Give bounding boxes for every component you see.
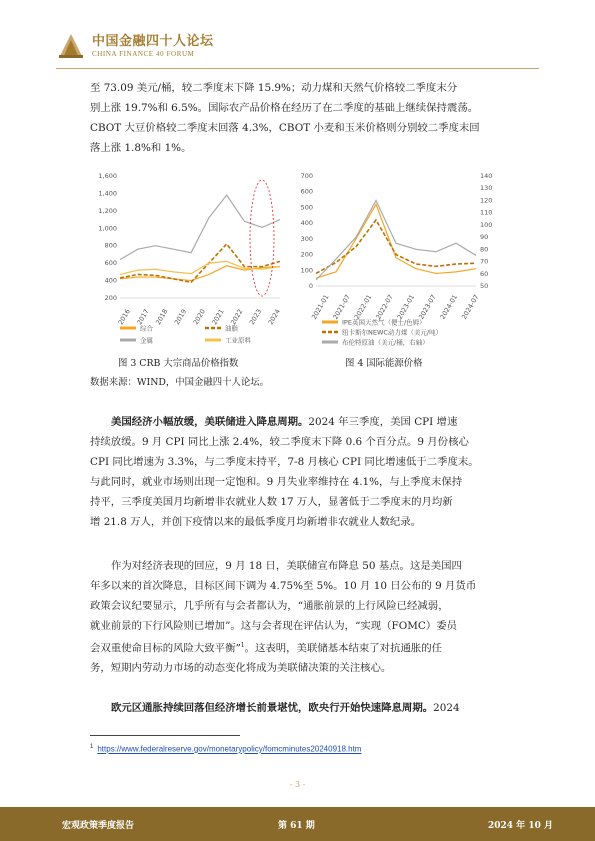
y-right-tick-label: 120: [480, 196, 493, 205]
chart3-caption: 图 3 CRB 大宗商品价格指数: [118, 358, 239, 369]
text-line: 政策会议纪要显示，几乎所有与会者都认为，“通胀前景的上行风险已经减弱，: [90, 600, 449, 612]
x-tick-label: 2018: [154, 307, 170, 327]
chart-energy-prices: [296, 168, 510, 350]
footer-report-name: 宏观政策季度报告: [62, 820, 135, 831]
x-tick-label: 2021: [210, 307, 226, 327]
y-left-tick-label: 500: [300, 203, 313, 212]
y-left-tick-label: 600: [300, 187, 313, 196]
text-line: 欧元区通胀持续回落但经济增长前景堪忧，欧央行开始快速降息周期。2024: [111, 702, 460, 714]
paragraph-lead: 美国经济小幅放缓，美联储进入降息周期。: [111, 416, 309, 428]
y-tick-label: 800: [104, 241, 117, 250]
text-line: 与此同时，就业市场则出现一定饱和。9 月失业率维持在 4.1%，与上季度末保持: [90, 476, 463, 488]
y-tick-label: 600: [104, 259, 117, 268]
legend-label: 布伦特原油（美元/桶，右轴）: [342, 338, 429, 347]
footnote-ref[interactable]: 1: [240, 642, 245, 649]
page-header: [56, 26, 214, 66]
y-left-tick-label: 400: [300, 219, 313, 228]
y-tick-label: 1,200: [98, 206, 117, 215]
series-line: [120, 195, 280, 259]
text-line: CBOT 大豆价格较二季度末回落 4.3%，CBOT 小麦和玉米价格则分别较二季度末回: [90, 122, 480, 134]
y-right-tick-label: 100: [480, 220, 493, 229]
data-source-note: 数据来源：WIND，中国金融四十人论坛。: [90, 377, 270, 388]
paragraph-commodities: [90, 78, 510, 158]
legend-label: 油脂: [225, 324, 238, 333]
chart-crb-svg: [90, 168, 290, 350]
text-line: 持续放缓。9 月 CPI 同比上涨 2.4%，较二季度末下降 0.6 个百分点。9 月份核心: [90, 436, 469, 448]
x-tick-label: 2021-01: [310, 293, 331, 321]
text-line: CPI 同比增速为 3.3%，与二季度末持平，7-8 月核心 CPI 同比增速低于二季度末。: [90, 456, 479, 468]
y-left-tick-label: 100: [300, 266, 313, 275]
footnote: [90, 744, 361, 754]
x-tick-label: 2016: [116, 307, 132, 327]
paragraph-eurozone: [90, 698, 510, 718]
x-tick-label: 2019: [172, 307, 189, 327]
text-line: 别上涨 19.7%和 6.5%。国际农产品价格在经历了在二季度的基础上继续保持震荡。: [90, 102, 479, 114]
legend-label: 工业原料: [225, 336, 251, 345]
text-line: 美国经济小幅放缓，美联储进入降息周期。2024 年三季度，美国 CPI 增速: [111, 416, 458, 428]
chart-crb-index: [90, 168, 290, 350]
text-line: 落上涨 1.8%和 1%。: [90, 142, 192, 154]
x-tick-label: 2022-07: [374, 293, 395, 321]
page-footer: [0, 807, 595, 841]
x-tick-label: 2021-07: [331, 293, 352, 321]
org-name-cn: 中国金融四十人论坛: [92, 33, 214, 49]
x-tick-label: 2023-01: [395, 293, 417, 321]
y-right-tick-label: 80: [480, 245, 489, 254]
y-right-tick-label: 90: [480, 233, 489, 242]
highlight-ellipse: [250, 180, 274, 296]
footnote-divider: [90, 735, 240, 736]
footer-date: 2024 年 10 月: [488, 820, 553, 831]
legend-label: 综合: [140, 324, 153, 333]
chart-energy-svg: [296, 168, 510, 350]
y-left-tick-label: 200: [300, 250, 313, 259]
y-left-tick-label: 700: [300, 172, 313, 180]
text-line: 作为对经济表现的回应，9 月 18 日，美联储宣布降息 50 基点。这是美国四: [111, 560, 462, 572]
x-tick-label: 2020: [191, 307, 207, 327]
paragraph-us-economy: [90, 412, 510, 532]
y-left-tick-label: 300: [300, 234, 313, 243]
x-tick-label: 2022: [229, 307, 245, 327]
text-line: 就业前景的下行风险则已增加”。这与会者现在评估认为，“实现（FOMC）委员: [90, 620, 458, 632]
header-divider: [56, 68, 539, 69]
series-line: [316, 200, 476, 279]
y-tick-label: 1,000: [98, 224, 117, 233]
legend-label: IPE英国天然气（便士/色姆）: [342, 318, 426, 327]
text-line: 增 21.8 万人，并创下疫情以来的最低季度月均新增非农就业人数纪录。: [90, 516, 422, 528]
y-tick-label: 1,400: [98, 189, 117, 198]
series-line: [316, 204, 476, 278]
y-right-tick-label: 50: [480, 282, 489, 290]
y-right-tick-label: 130: [480, 184, 493, 193]
x-tick-label: 2024-07: [460, 293, 481, 321]
y-right-tick-label: 60: [480, 269, 489, 278]
text-line: 年多以来的首次降息，目标区间下调为 4.75%至 5%。10 月 10 日公布的 9 月货币: [90, 580, 477, 592]
paragraph-lead: 欧元区通胀持续回落但经济增长前景堪忧，欧央行开始快速降息周期。: [111, 702, 434, 714]
x-tick-label: 2023-07: [417, 293, 438, 321]
footnote-number: 1: [90, 744, 94, 750]
x-tick-label: 2024: [266, 307, 282, 327]
y-right-tick-label: 110: [480, 208, 493, 217]
y-tick-label: 1,600: [98, 172, 117, 180]
legend-label: 纽卡斯尔NEWC动力煤（美元/吨）: [342, 328, 443, 337]
text-line: 持平，三季度美国月均新增非农就业人数 17 万人，显著低于二季度末的月均新: [90, 496, 453, 508]
legend-label: 金属: [140, 336, 153, 345]
footer-issue: 第 61 期: [278, 820, 315, 831]
cf40-logo-icon: [56, 31, 86, 61]
y-right-tick-label: 70: [480, 257, 489, 266]
y-tick-label: 400: [104, 276, 117, 285]
page-number: - 3 -: [289, 780, 306, 789]
org-name-en: CHINA FINANCE 40 FORUM: [92, 49, 195, 58]
x-tick-label: 2024-01: [438, 293, 460, 321]
y-tick-label: 200: [104, 294, 117, 302]
text-line: 务，短期内劳动力市场的动态变化将成为美联储决策的关注核心。: [90, 662, 392, 675]
chart4-caption: 图 4 国际能源价格: [345, 358, 423, 369]
text-line: 至 73.09 美元/桶，较二季度末下降 15.9%；动力煤和天然气价格较二季度末分: [90, 82, 458, 94]
x-tick-label: 2022-01: [352, 293, 374, 321]
footnote-link[interactable]: https://www.federalreserve.gov/monetarypolicy/fomcminutes20240918.htm: [97, 744, 362, 754]
y-right-tick-label: 140: [480, 172, 493, 180]
x-tick-label: 2017: [135, 307, 151, 327]
x-tick-label: 2023: [247, 307, 264, 327]
paragraph-fed-rate-cut: [90, 556, 510, 678]
y-left-tick-label: 0: [308, 282, 313, 290]
text-line: 会双重使命目标的风险大致平衡”$^1$。这表明，美联储基本结束了对抗通胀的任: [90, 642, 443, 655]
